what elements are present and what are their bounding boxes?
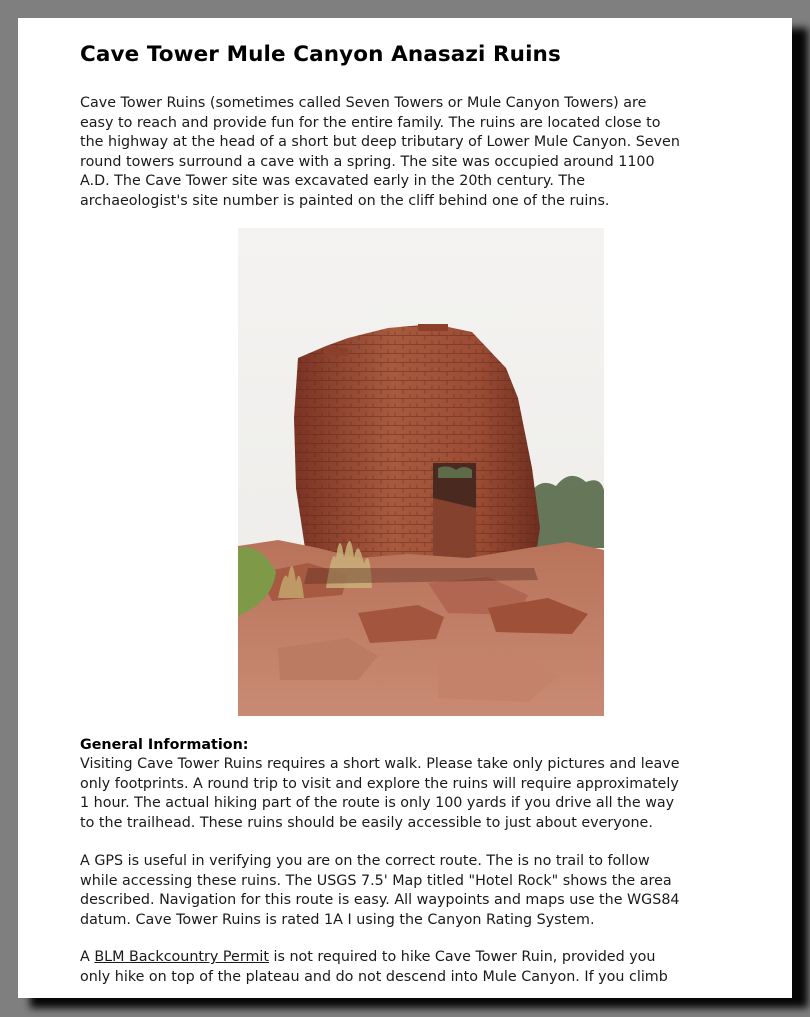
text-line: Cave Tower Ruins (sometimes called Seven Towers or Mule Canyon Towers) are xyxy=(80,95,647,111)
text-line: 1 hour. The actual hiking part of the route is only 100 yards if you drive all the way xyxy=(80,795,675,812)
text-line: only hike on top of the plateau and do not descend into Mule Canyon. If you climb xyxy=(80,968,668,985)
general-info-paragraph-2 xyxy=(80,852,680,930)
text-line: only footprints. A round trip to visit and explore the ruins will require approximately xyxy=(80,775,679,792)
general-information-heading: General Information: xyxy=(80,737,249,753)
text-line xyxy=(80,948,668,968)
text-line: described. Navigation for this route is easy. All waypoints and maps use the WGS84 xyxy=(80,892,680,909)
general-info-paragraph-3 xyxy=(80,948,668,987)
text-segment: is not required to hike Cave Tower Ruin, provided you xyxy=(268,949,656,965)
text-line: datum. Cave Tower Ruins is rated 1A I using the Canyon Rating System. xyxy=(80,911,595,928)
blm-backcountry-permit-link[interactable]: BLM Backcountry Permit xyxy=(94,949,269,965)
page-title: Cave Tower Mule Canyon Anasazi Ruins xyxy=(80,42,561,67)
text-line: Visiting Cave Tower Ruins requires a short walk. Please take only pictures and leave xyxy=(80,756,680,772)
document-page xyxy=(18,18,792,998)
text-line: the highway at the head of a short but deep tributary of Lower Mule Canyon. Seven xyxy=(80,134,680,151)
intro-paragraph xyxy=(80,94,680,212)
text-line: round towers surround a cave with a spring. The site was occupied around 1100 xyxy=(80,153,655,170)
text-line: A.D. The Cave Tower site was excavated early in the 20th century. The xyxy=(80,173,586,190)
text-line: A GPS is useful in verifying you are on the correct route. The is no trail to follow xyxy=(80,853,650,869)
cave-tower-photo xyxy=(238,228,604,716)
text-segment: A xyxy=(80,949,95,965)
general-info-paragraph-1 xyxy=(80,755,680,833)
cave-tower-illustration xyxy=(238,228,604,716)
text-line: while accessing these ruins. The USGS 7.5' Map titled "Hotel Rock" shows the area xyxy=(80,872,672,889)
text-line: archaeologist's site number is painted on the cliff behind one of the ruins. xyxy=(80,192,610,209)
text-line: easy to reach and provide fun for the entire family. The ruins are located close to xyxy=(80,114,661,131)
text-line: to the trailhead. These ruins should be easily accessible to just about everyone. xyxy=(80,814,653,831)
